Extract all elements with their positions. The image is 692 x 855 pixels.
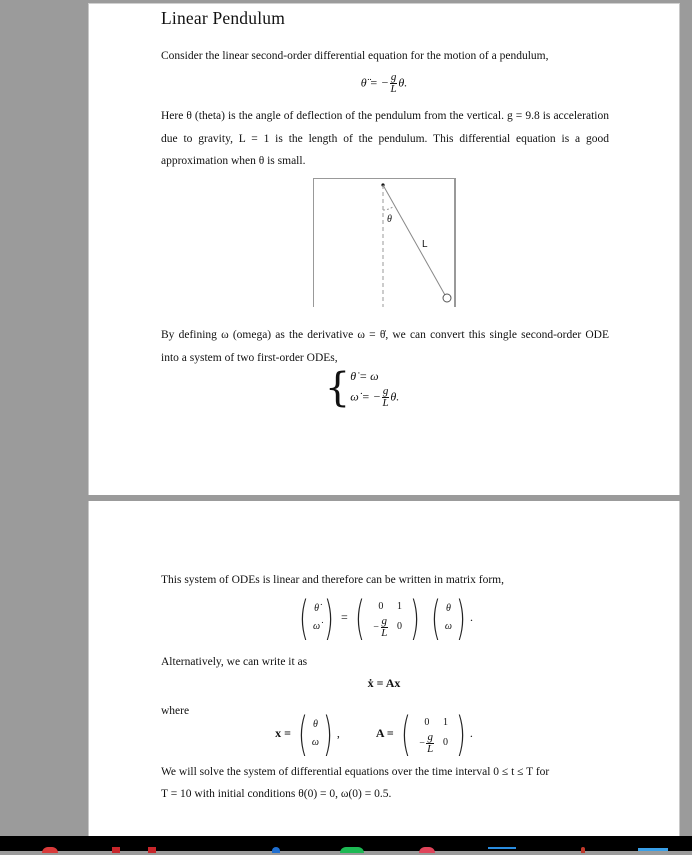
system-line-2-rhs: θ. (390, 389, 400, 404)
fraction-denominator: L (390, 83, 397, 95)
matrix-entry: 0 (397, 621, 403, 632)
lhs-vector (313, 600, 320, 636)
left-paren-icon: ( (297, 707, 308, 761)
taskbar (0, 836, 692, 851)
matrix-entry: 1 (442, 716, 448, 728)
fraction-denominator: L (382, 397, 389, 409)
pendulum-diagram-icon (314, 179, 454, 307)
vector-entry: ω (444, 621, 452, 632)
matrix-equation: ( θ̇ ω̇ ) = ( 0 1 − $\frac{g}{L}$ 0 ) ( θ ω ) . (299, 591, 473, 645)
matrix-entry: − $\frac{g}{L}$ (418, 730, 434, 755)
system-line-1: θ̇ = ω (350, 369, 379, 383)
matrix-entry: 0 (378, 600, 384, 612)
system-line-2 (350, 386, 399, 409)
alternative-paragraph: Alternatively, we can write it as (161, 656, 308, 668)
left-paren-icon: ( (400, 707, 411, 761)
taskbar-app-icon[interactable] (272, 847, 280, 853)
right-paren-icon: ) (410, 591, 420, 645)
fraction-denominator: L (427, 742, 434, 755)
taskbar-app-icon[interactable] (112, 847, 156, 853)
equation-rhs: θ. (398, 75, 408, 90)
equals-sign: = (341, 609, 348, 624)
fraction-g-over-l (390, 72, 398, 95)
taskbar-app-icon[interactable] (42, 847, 58, 853)
definitions-equation: x = ( θ ω ) , A = ( 0 1 − $\frac{g}{L}$ 0 ) . (275, 707, 473, 761)
intro-paragraph: Consider the linear second-order differential equation for the motion of a pendulum, (161, 50, 549, 62)
x-label: x = (275, 725, 291, 740)
equation-pendulum (89, 72, 679, 95)
definitions-paragraph: Here θ (theta) is the angle of deflection of the pendulum from the vertical. g = 9.8 is acceleration due to gravity, L = 1 is the length of the pendulum. This differential equation is a good approximation when θ is small. (161, 110, 609, 167)
angle-label: θ (387, 214, 392, 225)
fraction-g-over-l (382, 386, 390, 409)
taskbar-app-icon[interactable] (488, 847, 516, 855)
pendulum-figure (313, 178, 456, 307)
a-matrix (415, 714, 452, 755)
omega-paragraph: By defining ω (omega) as the derivative ω = θ̇, we can convert this single second-order ODE into a system of two first-order ODEs, (161, 329, 609, 364)
x-vector (312, 716, 319, 752)
equation-lhs: θ̈ = − (360, 75, 389, 90)
system-matrix (369, 598, 406, 639)
left-paren-icon: ( (299, 591, 309, 645)
matrix-intro-paragraph: This system of ODEs is linear and therefore can be written in matrix form, (161, 574, 504, 586)
fraction-denominator: L (381, 626, 388, 639)
ode-system (67, 367, 657, 409)
page-title: Linear Pendulum (161, 8, 286, 28)
vector-entry: θ̇ (314, 603, 319, 614)
right-paren-icon: ) (324, 591, 334, 645)
system-lines (350, 367, 399, 409)
taskbar-app-icon[interactable] (581, 847, 585, 853)
document-page-2 (88, 501, 680, 836)
interval-paragraph-line-1: We will solve the system of differential equations over the time interval 0 ≤ t ≤ T for (161, 766, 550, 778)
right-paren-icon: ) (455, 707, 466, 761)
vector-entry: ω (311, 737, 319, 748)
vector-entry: θ (445, 603, 451, 614)
fraction-numerator: g (381, 614, 388, 627)
fraction-numerator: g (427, 730, 433, 743)
right-paren-icon: ) (456, 591, 466, 645)
fraction-numerator: g (382, 385, 389, 397)
length-label: L (422, 239, 428, 250)
rhs-vector (445, 600, 452, 636)
left-paren-icon: ( (354, 591, 365, 645)
matrix-entry: 0 (442, 737, 448, 748)
interval-paragraph-line-2: T = 10 with initial conditions θ(0) = 0, ω(0) = 0.5. (161, 788, 392, 800)
compact-equation: ẋ = Ax (367, 676, 401, 690)
taskbar-app-icon[interactable] (340, 847, 364, 853)
a-label: A = (375, 725, 394, 740)
matrix-entry: 0 (424, 716, 430, 728)
where-label: where (161, 705, 190, 717)
document-page-1 (88, 3, 680, 495)
left-paren-icon: ( (431, 591, 441, 645)
matrix-entry: − $\frac{g}{L}$ (372, 614, 388, 639)
vector-entry: ω̇ (313, 621, 321, 632)
left-brace-icon: { (324, 365, 351, 411)
vector-entry: θ (312, 719, 318, 730)
right-paren-icon: ) (322, 707, 333, 761)
fraction-numerator: g (390, 71, 397, 83)
taskbar-app-icon[interactable] (419, 847, 435, 853)
matrix-entry: 1 (397, 600, 403, 612)
system-line-2-lhs: ω̇ = − (350, 389, 381, 404)
